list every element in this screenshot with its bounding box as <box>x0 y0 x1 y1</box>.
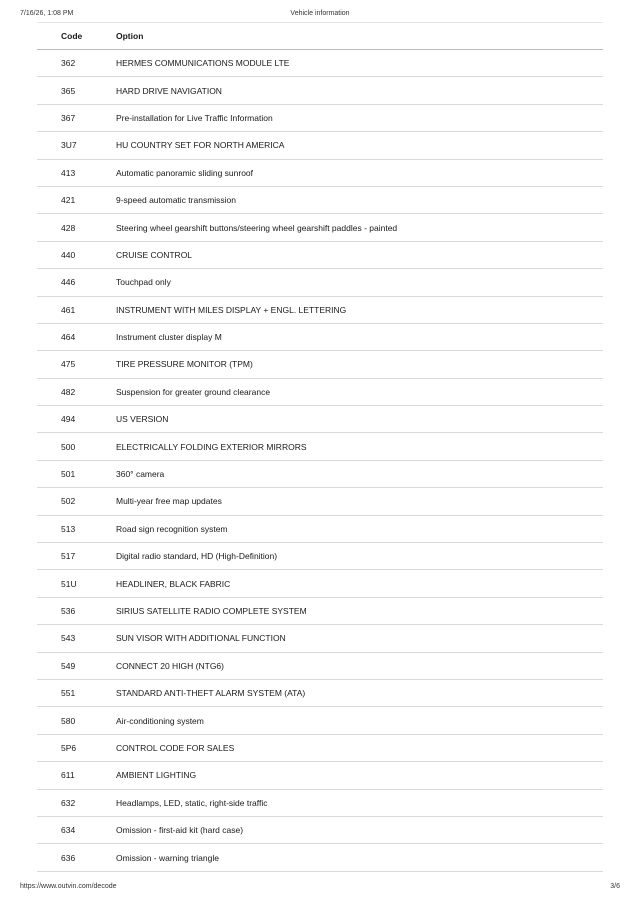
table-row <box>37 214 603 241</box>
table-row <box>37 816 603 843</box>
options-table <box>37 22 603 872</box>
table-row <box>37 50 603 77</box>
table-row <box>37 323 603 350</box>
table-row <box>37 241 603 268</box>
option-code: 636 <box>37 844 116 871</box>
option-description: CRUISE CONTROL <box>116 241 603 268</box>
option-code: 580 <box>37 707 116 734</box>
option-code: 464 <box>37 323 116 350</box>
option-code: 446 <box>37 269 116 296</box>
option-description: SUN VISOR WITH ADDITIONAL FUNCTION <box>116 625 603 652</box>
option-code: 362 <box>37 50 116 77</box>
option-description: ELECTRICALLY FOLDING EXTERIOR MIRRORS <box>116 433 603 460</box>
table-row <box>37 543 603 570</box>
table-row <box>37 186 603 213</box>
print-datetime: 7/16/26, 1:08 PM <box>20 10 74 17</box>
option-code: 634 <box>37 816 116 843</box>
option-description: TIRE PRESSURE MONITOR (TPM) <box>116 351 603 378</box>
option-code: 551 <box>37 679 116 706</box>
option-description: Air-conditioning system <box>116 707 603 734</box>
table-header-row <box>37 23 603 50</box>
option-code: 475 <box>37 351 116 378</box>
table-row <box>37 104 603 131</box>
option-code: 549 <box>37 652 116 679</box>
option-code: 501 <box>37 460 116 487</box>
table-row <box>37 351 603 378</box>
option-code: 367 <box>37 104 116 131</box>
option-code: 413 <box>37 159 116 186</box>
option-description: HARD DRIVE NAVIGATION <box>116 77 603 104</box>
option-description: Omission - warning triangle <box>116 844 603 871</box>
option-code: 513 <box>37 515 116 542</box>
option-code: 440 <box>37 241 116 268</box>
option-description: INSTRUMENT WITH MILES DISPLAY + ENGL. LETTERING <box>116 296 603 323</box>
option-code: 536 <box>37 597 116 624</box>
option-description: Omission - first-aid kit (hard case) <box>116 816 603 843</box>
option-code: 611 <box>37 762 116 789</box>
option-code: 482 <box>37 378 116 405</box>
option-code: 365 <box>37 77 116 104</box>
table-body <box>37 50 603 872</box>
option-description: 9-speed automatic transmission <box>116 186 603 213</box>
option-description: Pre-installation for Live Traffic Information <box>116 104 603 131</box>
option-description: Digital radio standard, HD (High-Definition) <box>116 543 603 570</box>
option-description: Suspension for greater ground clearance <box>116 378 603 405</box>
option-code: 502 <box>37 488 116 515</box>
table-row <box>37 762 603 789</box>
table-row <box>37 296 603 323</box>
option-description: Steering wheel gearshift buttons/steering wheel gearshift paddles - painted <box>116 214 603 241</box>
option-code: 632 <box>37 789 116 816</box>
table-row <box>37 488 603 515</box>
table-row <box>37 844 603 871</box>
option-description: Multi-year free map updates <box>116 488 603 515</box>
table-row <box>37 132 603 159</box>
option-code: 461 <box>37 296 116 323</box>
table-row <box>37 734 603 761</box>
option-description: Touchpad only <box>116 269 603 296</box>
option-description: Road sign recognition system <box>116 515 603 542</box>
option-code: 3U7 <box>37 132 116 159</box>
table-row <box>37 269 603 296</box>
option-code: 421 <box>37 186 116 213</box>
table-row <box>37 652 603 679</box>
table-row <box>37 625 603 652</box>
option-description: US VERSION <box>116 406 603 433</box>
column-header-option: Option <box>116 23 603 50</box>
column-header-code: Code <box>37 23 116 50</box>
option-code: 543 <box>37 625 116 652</box>
table-row <box>37 570 603 597</box>
table-row <box>37 378 603 405</box>
option-description: CONTROL CODE FOR SALES <box>116 734 603 761</box>
option-description: Automatic panoramic sliding sunroof <box>116 159 603 186</box>
option-description: STANDARD ANTI-THEFT ALARM SYSTEM (ATA) <box>116 679 603 706</box>
option-description: Headlamps, LED, static, right-side traffic <box>116 789 603 816</box>
table-row <box>37 460 603 487</box>
option-code: 5P6 <box>37 734 116 761</box>
table-row <box>37 679 603 706</box>
option-description: AMBIENT LIGHTING <box>116 762 603 789</box>
table-row <box>37 707 603 734</box>
document-title: Vehicle information <box>290 10 350 17</box>
page-url: https://www.outvin.com/decode <box>20 883 117 890</box>
option-description: HEADLINER, BLACK FABRIC <box>116 570 603 597</box>
option-description: HERMES COMMUNICATIONS MODULE LTE <box>116 50 603 77</box>
option-code: 517 <box>37 543 116 570</box>
option-code: 494 <box>37 406 116 433</box>
option-description: SIRIUS SATELLITE RADIO COMPLETE SYSTEM <box>116 597 603 624</box>
option-description: Instrument cluster display M <box>116 323 603 350</box>
option-description: CONNECT 20 HIGH (NTG6) <box>116 652 603 679</box>
table-row <box>37 406 603 433</box>
table-row <box>37 433 603 460</box>
table-row <box>37 159 603 186</box>
table-row <box>37 77 603 104</box>
option-code: 51U <box>37 570 116 597</box>
table-row <box>37 789 603 816</box>
option-description: 360° camera <box>116 460 603 487</box>
table-row <box>37 515 603 542</box>
option-code: 428 <box>37 214 116 241</box>
option-description: HU COUNTRY SET FOR NORTH AMERICA <box>116 132 603 159</box>
print-header <box>20 10 620 22</box>
print-footer <box>20 883 620 895</box>
table-row <box>37 597 603 624</box>
option-code: 500 <box>37 433 116 460</box>
page-number: 3/6 <box>610 883 620 890</box>
